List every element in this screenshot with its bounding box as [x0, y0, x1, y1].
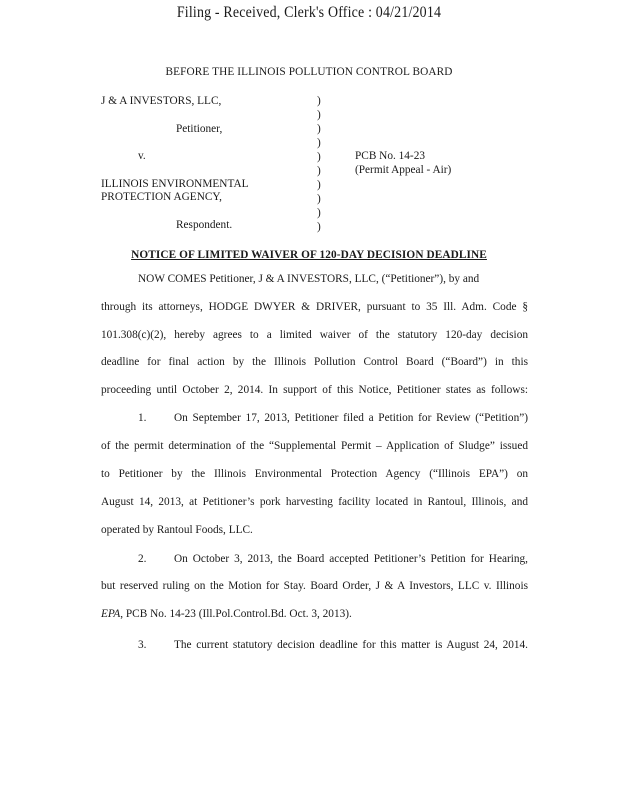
filing-stamp: Filing - Received, Clerk's Office : 04/21/2014 [176, 4, 442, 21]
respondent-role: Respondent. [176, 219, 233, 231]
respondent-name-line1: ILLINOIS ENVIRONMENTAL [101, 178, 249, 190]
intro-line: 101.308(c)(2), hereby agrees to a limited waiver of the statutory 120-day decision [101, 329, 528, 341]
caption-paren: ) [317, 109, 321, 121]
para1-line: operated by Rantoul Foods, LLC. [101, 524, 253, 536]
intro-line: deadline for final action by the Illinois Pollution Control Board (“Board”) in this [101, 356, 528, 368]
para2-line: but reserved ruling on the Motion for Stay. Board Order, J & A Investors, LLC v. Illinois [101, 580, 528, 592]
paragraph-number: 1. [138, 412, 147, 424]
caption-paren: ) [317, 207, 321, 219]
caption-paren: ) [317, 165, 321, 177]
respondent-name-line2: PROTECTION AGENCY, [101, 191, 222, 203]
intro-line: proceeding until October 2, 2014. In support of this Notice, Petitioner states as follows: [101, 384, 528, 396]
citation: , PCB No. 14-23 (Ill.Pol.Control.Bd. Oct. 3, 2013). [120, 608, 352, 620]
caption-paren: ) [317, 151, 321, 163]
caption-paren: ) [317, 95, 321, 107]
board-heading: BEFORE THE ILLINOIS POLLUTION CONTROL BOARD [165, 66, 453, 78]
caption-paren: ) [317, 179, 321, 191]
para1-line: August 14, 2013, at Petitioner’s pork harvesting facility located in Rantoul, Illinois, and [101, 496, 528, 508]
caption-paren: ) [317, 137, 321, 149]
notice-title: NOTICE OF LIMITED WAIVER OF 120-DAY DECISION DEADLINE [131, 249, 487, 261]
caption-paren: ) [317, 221, 321, 233]
paragraph-number: 2. [138, 553, 147, 565]
para1-line: to Petitioner by the Illinois Environmental Protection Agency (“Illinois EPA”) on [101, 468, 528, 480]
petitioner-name: J & A INVESTORS, LLC, [101, 95, 222, 107]
versus-label: v. [138, 150, 146, 162]
intro-line: through its attorneys, HODGE DWYER & DRIVER, pursuant to 35 Ill. Adm. Code § [101, 301, 528, 313]
caption-paren: ) [317, 123, 321, 135]
para1-line: of the permit determination of the “Supplemental Permit – Application of Sludge” issued [101, 440, 528, 452]
para3-line: The current statutory decision deadline for this matter is August 24, 2014. [174, 639, 528, 651]
petitioner-role: Petitioner, [176, 123, 223, 135]
paragraph-number: 3. [138, 639, 147, 651]
case-name-italic: EPA [101, 608, 121, 620]
para2-line: On October 3, 2013, the Board accepted Petitioner’s Petition for Hearing, [174, 553, 528, 565]
intro-line: NOW COMES Petitioner, J & A INVESTORS, LLC, (“Petitioner”), by and [138, 273, 480, 285]
case-number: PCB No. 14-23 [355, 150, 425, 162]
caption-paren: ) [317, 193, 321, 205]
para1-line: On September 17, 2013, Petitioner filed a Petition for Review (“Petition”) [174, 412, 528, 424]
para2-line [101, 608, 528, 621]
case-type: (Permit Appeal - Air) [355, 164, 452, 176]
